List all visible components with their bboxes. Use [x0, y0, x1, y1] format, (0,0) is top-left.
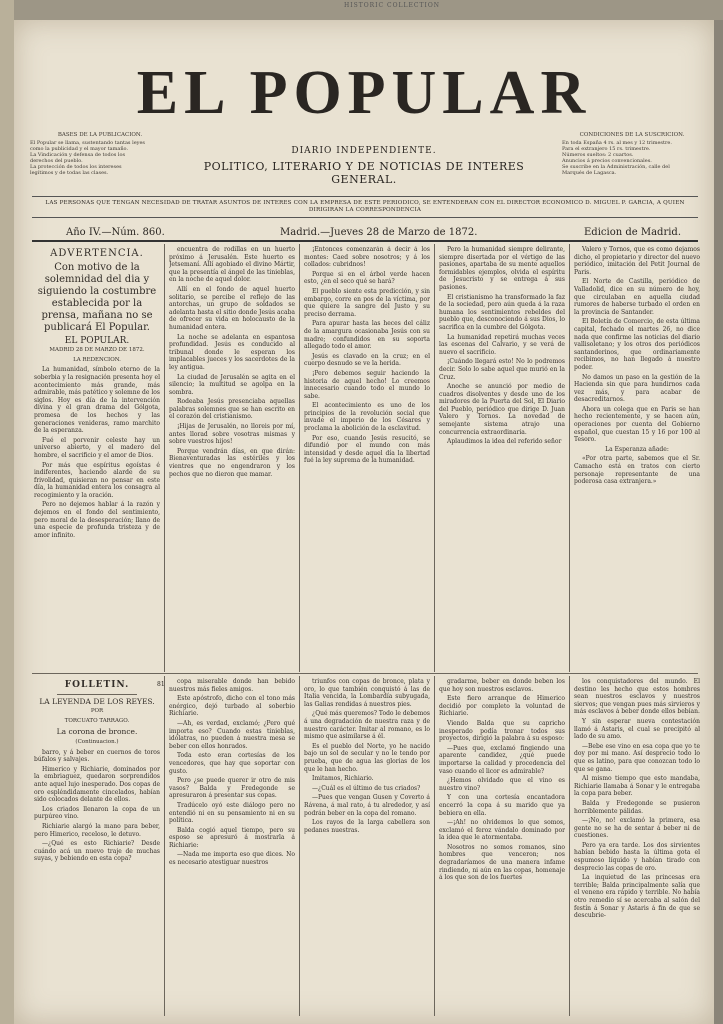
article-paragraph: Anoche se anunció por medio de cuadros disolventes y desde uno de los miradores de la Puerta del Sol, El Diario del Pueblo, periódico que dirige D. Juan Valero y Tornos. La novedad de semejante sistema atrajo una concurrencia extraordinaria.: [439, 383, 565, 436]
folletin-paragraph: barro, y á beber en cuernos de toros búfalos y salvajes.: [34, 748, 160, 764]
folletin-paragraph: ¿Hemos olvidado que el vino es nuestro vino?: [439, 777, 565, 792]
article-paragraph: Por más que espíritus egoístas é indiferentes, haciendo alarde de su frivolidad, quisieran no pensar en este día, la humanidad entera los consagra al recogimiento y la oración.: [34, 461, 160, 499]
folletin-paragraph: La inquietud de las princesas era terrible; Balda principalmente salía que el veneno era rápido y terrible. No había otro remedio sí se acercaba al salón del festín á Sonar y Astaris á fin de que se descubrie-: [574, 874, 700, 920]
folletin-paragraph: copa miserable donde han bebido nuestros más fieles amigos.: [169, 678, 295, 693]
folletin-paragraph: —Nada me importa eso que dices. No es necesario atestiguar nuestros: [169, 851, 295, 867]
folletin-column-1: [34, 678, 160, 1018]
column-rule: [434, 676, 435, 1016]
folletin-column-2: [169, 678, 295, 1018]
folletin-rule: [57, 694, 137, 695]
advertencia-text: Con motivo de la solemnidad del dia y siguiendo la costumbre establecida por la prensa, mañana no se publicará El Popular.: [37, 261, 157, 333]
article-paragraph: «Por otra parte, sabemos que el Sr. Camacho está en tratos con cierto personaje representante de una poderosa casa extranjera.»: [574, 455, 700, 486]
folletin-continuation: (Continuacion.): [75, 738, 119, 745]
folletin-paragraph: Este fiero arranque de Himerico decidió por completo la voluntad de Richiarie.: [439, 695, 565, 718]
article-paragraph: La humanidad repetirá muchas veces las escenas del Calvario, y se verá de nuevo el sacrificio.: [439, 333, 565, 356]
article-paragraph: Porque vendrán días, en que dirán: Bienaventuradas las estériles y los vientres que no engendraron y los pechos que no dieron que mamar.: [169, 447, 295, 478]
article-paragraph: Por eso, cuando Jesús resucitó, se difundió por el mundo con más intensidad y desde aquel día la libertad fué la ley suprema de la humanidad.: [304, 434, 430, 465]
folletin-paragraph: Balda y Fredegonde se pusieron horriblemente pálidas.: [574, 799, 700, 815]
folletin-divider: [32, 673, 698, 674]
column-rule: [569, 676, 570, 1016]
folletin-paragraph: —¡No, no! exclamó la primera, esa gente no se ha de sentar á beber ni de cuestiones.: [574, 817, 700, 840]
folletin-paragraph: Los rayos de la larga cabellera son pedanes nuestras.: [304, 819, 430, 834]
advertencia-heading: ADVERTENCIA.: [50, 248, 144, 259]
masthead-subtitle: DIARIO INDEPENDIENTE.: [291, 146, 437, 156]
article-paragraph: El Norte de Castilla, periódico de Valladolid, dice en su número de hoy, que circulaban en aquella ciudad rumores de haberse turbado el orden en la provincia de Santander.: [574, 278, 700, 316]
archive-stamp: HISTORIC COLLECTION: [344, 2, 441, 9]
publication-bases-line: El Popular se llama, sustentando tantas leyes: [30, 140, 145, 146]
article-subheading: La Esperanza añade:: [605, 445, 669, 453]
article-paragraph: Porque si en el árbol verde hacen esto, ¿en el seco qué se hará?: [304, 270, 430, 286]
publication-bases-line: La Vindicación y defensa de todos los: [30, 152, 126, 158]
column-4: [439, 246, 565, 671]
book-binding-edge: [0, 0, 14, 1024]
folletin-por: POR: [90, 708, 104, 715]
publication-bases-line: La protección de todos los intereses: [30, 164, 122, 170]
folletin-paragraph: Viendo Balda que su capricho inesperado podía tronar todos sus proyectos, dirigió la palabra á su esposo:: [439, 719, 565, 743]
folletin-paragraph: Los criados llenaron la copa de un purpúreo vino.: [34, 805, 160, 821]
subscription-line: Números sueltos: 2 cuartos.: [562, 152, 634, 158]
column-5: [574, 246, 700, 671]
folletin-paragraph: Y con una cortesía encantadora encerró la copa á su marido que ya bebiera en ella.: [439, 794, 565, 817]
folletin-paragraph: gradarme, beber en donde beben los que hoy son nuestros esclavos.: [439, 678, 565, 693]
article-paragraph: Pero la humanidad siempre delirante, siempre disertada por el vértigo de las pasiones, apartaba de su mente aquellos formidables ejemplos, olvida el espíritu de Jesucristo y se entrega á sus pasiones.: [439, 246, 565, 291]
article-paragraph: ¡Hijas de Jerusalén, no lloreis por mí, antes llorad sobre vosotras mismas y sobre vuestros hijos!: [169, 423, 295, 446]
newspaper-page: [14, 20, 714, 1024]
folletin-paragraph: Este apóstrofo, dicho con el tono más enérgico, dejó turbado al soberbio Richiarie.: [169, 695, 295, 718]
folletin-heading: FOLLETIN.: [64, 680, 130, 690]
column-rule: [164, 244, 165, 672]
article-paragraph: Pero no dejemos hablar á la razón y dejemos en el fondo del sentimiento, pero moral de la desesperación; llano de una especie de profunda tristeza y de amor infinito.: [34, 501, 160, 539]
column-advertencia: [34, 246, 160, 671]
article-paragraph: Aplaudimos la idea del referido señor: [447, 438, 562, 446]
folletin-paragraph: —Pues que vengan Gusen y Coverto á Rávena, á mal rato, á tu alrededor, y así podrán beber en la copa del romano.: [304, 794, 430, 817]
folletin-paragraph: Richiarie alargó la mano para beber, pero Himerico, receloso, le detuvo.: [34, 822, 160, 838]
folletin-page-number: 81: [157, 681, 165, 688]
article-paragraph: ¡Entonces comenzarán á decir á los montes: Caed sobre nosotros; y á los collados: cubridnos!: [304, 246, 430, 269]
article-paragraph: Jesús es clavado en la cruz; en el cuerpo desnudo se ve la herida.: [304, 352, 430, 368]
folletin-paragraph: Nosotros no somos romanos, sino hombres que venceron; nos degradaríamos de una manera infame rindiendo, ni aún en las copas, homenaje á los que son de los fuertes: [439, 843, 565, 882]
correspondence-notice: LAS PERSONAS QUE TENGAN NECESIDAD DE TRATAR ASUNTOS DE INTERES CON LA EMPRESA DE ESTE PERIODICO, SE ENTENDERAN CON EL DIRECTOR ECONOMICO D. MIGUEL P. GARCIA, A QUIEN DIRIGIRAN LA CORRESPONDENCIA: [32, 196, 698, 218]
dateline-bar: [32, 220, 698, 242]
folletin-paragraph: —Ah, es verdad, exclamó; ¿Pero qué importa eso? Cuando estas tinieblas, idólatras, no pueden á nuestra mesa se beber con ellos honrados.: [169, 719, 295, 750]
section-dateline: MADRID 28 DE MARZO DE 1872.: [49, 347, 145, 354]
publication-bases-box: [30, 132, 170, 176]
folletin-author: TORCUATO TARRAGO.: [64, 717, 130, 724]
folletin-paragraph: Es el pueblo del Norte, yo he nacido bajo un sol de secular y no le tendo por prueba, que de agua las glorias de los que le han hecho.: [304, 742, 430, 773]
folletin-paragraph: Imitamos, Richiario.: [312, 775, 374, 783]
subscription-line: Se suscribe en la Administración, calle del: [562, 164, 670, 170]
masthead-tagline: POLITICO, LITERARIO Y DE NOTICIAS DE INTERES GENERAL.: [203, 160, 525, 186]
column-rule: [434, 244, 435, 672]
folletin-paragraph: Al mismo tiempo que esto mandaba, Richiarie llamaba á Sonar y le entregaba la copa para beber.: [574, 775, 700, 798]
folletin-paragraph: —Pues que, exclamó fingiendo una aparente candidez, ¿qué puede importarse la calidad y procedencia del vaso cuando el licor es admirable?: [439, 744, 565, 775]
article-paragraph: Allí en el fondo de aquel huerto solitario, se percibe el reflejo de las antorchas, un grupo de soldados se adelanta hasta el sitio donde Jesús acaba de ofrecer su vida en holocausto de la humanidad entera.: [169, 285, 295, 331]
folletin-paragraph: los conquistadores del mundo. El destino les hecho que estos hombres sean nuestros esclavos y nuestros siervos; que vengan pues más sirvieros y más esclavos á beber donde ellos bebían.: [574, 678, 700, 716]
folletin-paragraph: —¡Ah! no olvidemos lo que somos, exclamó el feroz vándalo dominado por la idea que le atormentaba.: [439, 819, 565, 842]
column-2: [169, 246, 295, 671]
folletin-paragraph: Y sin esperar nueva contestación llamó á Astaris, el cual se precipitó al lado de su amo.: [574, 717, 700, 741]
subscription-conditions-box: [562, 132, 702, 176]
folletin-paragraph: Himerico y Richiarie, dominados por la embriaguez, quedaron sorprendidos ante aquel lujo inesperado. Dos copas de oro espléndidamente cincelados, habían sido colocados delante de ellos.: [34, 765, 160, 804]
article-paragraph: ¡Pero debemos seguir haciendo la historia de aquel hecho! Lo creemos innecesario cuando todo el mundo lo sabe.: [304, 369, 430, 400]
publication-bases-line: como la publicidad y el mayor tamaño.: [30, 146, 129, 152]
publication-bases-line: derechos del pueblo.: [30, 158, 83, 164]
article-paragraph: El pueblo siente esta predicción, y sin embargo, corre en pos de la víctima, por que quiere la sangre del Justo y su preciso derrama.: [304, 287, 430, 318]
folletin-column-5: [574, 678, 700, 1018]
article-paragraph: La noche se adelanta en espantosa profundidad. Jesús es conducido al tribunal donde le esperan los implacables jueces y los sacerdotes de la ley antigua.: [169, 333, 295, 371]
folletin-paragraph: —¿Cuál es el último de tus criados?: [312, 784, 421, 792]
folletin-chapter: La corona de bronce.: [56, 727, 138, 737]
article-paragraph: El acontecimiento es uno de los principios de la revolución social que invade el imperio de los Césares y proclama la abolición de la esclavitud.: [304, 402, 430, 433]
folletin-paragraph: Pero ya era tarde. Los dos sirvientes habían bebido hasta la última gota el espumoso líquido y habían tirado con desprecio las copas de oro.: [574, 841, 700, 872]
folletin-paragraph: —Bebe ese vino en esa copa que yo te doy por mi mano. Así desprecio todo lo que es latino, para que conozcan todo lo que se gana.: [574, 742, 700, 773]
folletin-paragraph: Pero ¿se puede querer ir otro de mis vasos? Balda y Fredegonde se apresuraron á presentar sus copas.: [169, 777, 295, 800]
article-paragraph: Ahora un colega que en Paris se han hecho recientemente, y se hacen aún, operaciones por cuenta del Gobierno español, que cuestan 15 y 16 por 100 al Tesoro.: [574, 405, 700, 444]
subscription-conditions-heading: CONDICIONES DE LA SUSCRICION.: [579, 132, 685, 138]
article-paragraph: No damos un paso en la gestión de la Hacienda sin que para hundirnos cada vez más, y para acabar de desacreditarnos.: [574, 373, 700, 404]
article-paragraph: Para apurar hasta las heces del cáliz de la amargura ocasionaba Jesús con su madre; confundidos en su soporta allegado todo el amor.: [304, 320, 430, 351]
section-heading: EL POPULAR.: [64, 335, 130, 346]
masthead-title: EL POPULAR: [136, 59, 592, 127]
folletin-work-title: LA LEYENDA DE LOS REYES.: [39, 696, 155, 706]
issue-date: Madrid.—Jueves 28 de Marzo de 1872.: [280, 227, 478, 238]
article-paragraph: ¡Cuándo llegará esto! No lo podremos decir. Solo lo sabe aquel que murió en la Cruz.: [439, 358, 565, 381]
article-paragraph: El Boletín de Comercio, de esta última capital, fechado el martes 26, no dice nada que confirme las noticias del diario vallisoletano; y los otros dos periódicos santanderinos, que ordinariamente recibimos, no han llegado á nuestro poder.: [574, 318, 700, 371]
article-title: LA REDENCION.: [73, 356, 121, 363]
folletin-paragraph: —¿Qué es esto Richiarie? Desde cuándo acá un nuevo traje de muchas suyas, y bebiendo en esta copa?: [34, 840, 160, 863]
folletin-paragraph: ¿Qué más queremos? Todo le debemos á una degradación de nuestra raza y de nuestro carácter. Imitar al romano, es lo mismo que asimilarse á él.: [304, 710, 430, 741]
article-paragraph: encuentra de rodillas en un huerto próximo á Jerusalén. Este huerto es Jetsemaní. Allí agobiado el divino Mártir, que la presentía el ángel de las tinieblas, en la noche de aquel dolor.: [169, 246, 295, 284]
column-rule: [299, 244, 300, 672]
edition-label: Edicion de Madrid.: [584, 227, 681, 238]
folletin-paragraph: triunfos con copas de bronce, plata y oro, lo que también conquistó á las de Italia vencida, la Lombardía subyugada, las Galias rendidas á nuestros pies.: [304, 678, 430, 708]
article-paragraph: Fué el porvenir celeste hay un universo abierto, y el madero del hombre, el sacrificio y el amor de Dios.: [34, 436, 160, 459]
article-paragraph: Valero y Tornos, que es como dejamos dicho, el propietario y director del nuevo periódico, imitación del Petit Journal de Paris.: [574, 246, 700, 276]
column-rule: [299, 676, 300, 1016]
folletin-column-3: [304, 678, 430, 1018]
folletin-column-4: [439, 678, 565, 1018]
publication-bases-heading: BASES DE LA PUBLICACION.: [57, 132, 143, 138]
folletin-paragraph: Tradúcelo oyó este diálogo pero no entendió ni en su pensamiento ni en su política.: [169, 801, 295, 825]
folletin-paragraph: Toda esto eran cortesías de los vencedores, que hay que soportar con gusto.: [169, 752, 295, 775]
subscription-line: Anuncios á precios convencionales.: [562, 158, 652, 164]
subscription-line: En toda España 4 rs. al mes y 12 trimestre.: [562, 140, 672, 146]
article-paragraph: Rodeaba Jesús presenciaba aquellas palabras solemnes que se han escrito en el corazón del cristianismo.: [169, 398, 295, 421]
article-paragraph: La ciudad de Jerusalén se agita en el silencio; la multitud se agolpa en la sombra.: [169, 373, 295, 396]
publication-bases-line: legítimos y de todas las clases.: [30, 170, 109, 176]
issue-number: Año IV.—Núm. 860.: [66, 227, 165, 238]
folletin-paragraph: Balda cogió aquel tiempo, pero su esposo se apresuró á mostrarla á Richiarie:: [169, 826, 295, 849]
subscription-line: Marqués de Lagasca.: [562, 170, 617, 176]
column-3: [304, 246, 430, 671]
scan-top-border: [14, 0, 723, 20]
article-paragraph: La humanidad, símbolo eterno de la soberbia y la resignación presenta hoy el acontecimiento más grande, más admirable, más patético y solemne de los siglos. Hoy es día de la intervención divina y el gran drama del Gólgota, promesa de los hechos y las generaciones venideras, ramo marchito de la esperanza.: [34, 366, 160, 435]
column-rule: [569, 244, 570, 672]
column-rule: [164, 676, 165, 1016]
subscription-line: Para el extranjero 15 rs. trimestre.: [562, 146, 651, 152]
article-paragraph: El cristianismo ha transformado la faz de la sociedad, pero aún queda á la raza humana los sentimientos rebeldes del pueblo que, desconociendo á sus Dios, lo sacrifica en la cumbre del Gólgota.: [439, 293, 565, 331]
